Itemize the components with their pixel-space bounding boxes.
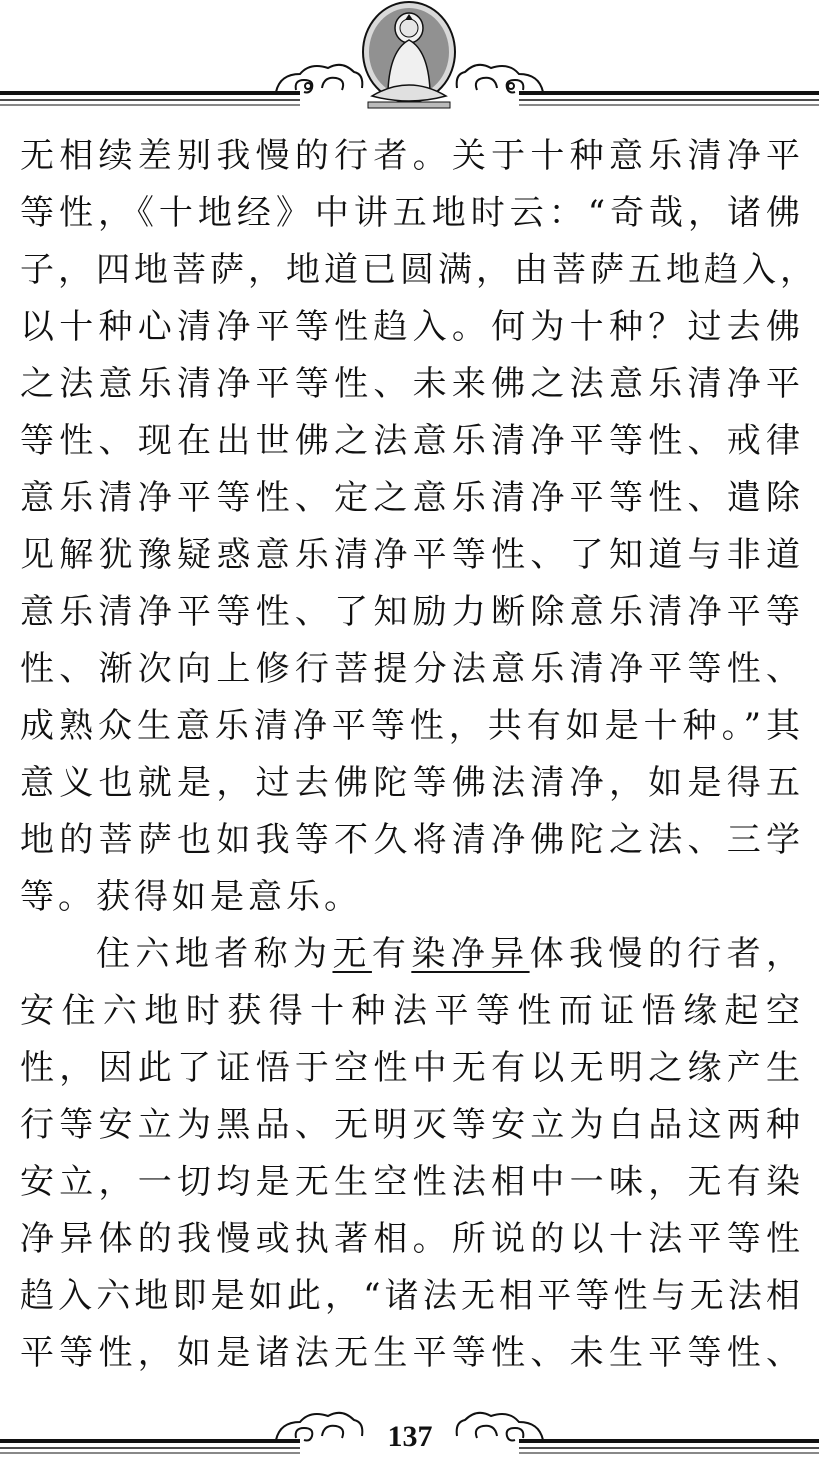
text-line: 行等安立为黑品、无明灭等安立为白品这两种 <box>20 1105 804 1145</box>
text-line: 地的菩萨也如我等不久将清净佛陀之法、三学 <box>20 820 804 860</box>
text-span: 有 <box>371 934 412 974</box>
text-line: 性，因此了证悟于空性中无有以无明之缘产生 <box>20 1048 804 1088</box>
text-line: 意乐清净平等性、了知励力断除意乐清净平等 <box>20 592 804 632</box>
text-span: 体我慢的行者， <box>529 934 805 974</box>
text-line: 平等性，如是诸法无生平等性、未生平等性、 <box>20 1333 804 1373</box>
header-rule-left <box>0 93 300 105</box>
footer-rule-right <box>519 1441 819 1453</box>
text-line: 以十种心清净平等性趋入。何为十种？过去佛 <box>20 307 804 347</box>
text-line: 之法意乐清净平等性、未来佛之法意乐清净平 <box>20 364 804 404</box>
footer-cloud-right-icon <box>457 1413 543 1441</box>
page-number: 137 <box>387 1420 433 1453</box>
text-line: 见解犹豫疑惑意乐清净平等性、了知道与非道 <box>20 535 804 575</box>
text-line: 等性、现在出世佛之法意乐清净平等性、戒律 <box>20 421 804 461</box>
text-line: 性、渐次向上修行菩提分法意乐清净平等性、 <box>20 649 804 689</box>
text-line: 净异体的我慢或执著相。所说的以十法平等性 <box>20 1219 804 1259</box>
text-line: 等。获得如是意乐。 <box>20 877 362 917</box>
text-line: 子，四地菩萨，地道已圆满，由菩萨五地趋入， <box>20 250 818 290</box>
text-span: 住六地者称为 <box>96 934 333 974</box>
text-line: 安立，一切均是无生空性法相中一味，无有染 <box>20 1162 804 1202</box>
text-line: 意义也就是，过去佛陀等佛法清净，如是得五 <box>20 763 804 803</box>
text-line: 成熟众生意乐清净平等性，共有如是十种。”其 <box>20 706 804 746</box>
text-line: 等性，《十地经》中讲五地时云：“奇哉，诸佛 <box>20 193 804 233</box>
header-rule-right <box>519 93 819 105</box>
cloud-scroll-left-icon <box>276 65 362 93</box>
paragraph-start-line <box>20 926 804 983</box>
footer-cloud-left-icon <box>276 1413 362 1441</box>
underlined-text: 无 <box>332 934 372 974</box>
body-text <box>20 128 818 1382</box>
underlined-text: 染净异 <box>411 934 530 974</box>
text-line: 安住六地时获得十种法平等性而证悟缘起空 <box>20 991 804 1031</box>
text-line: 意乐清净平等性、定之意乐清净平等性、遣除 <box>20 478 804 518</box>
text-line: 无相续差别我慢的行者。关于十种意乐清净平 <box>20 136 804 176</box>
text-line: 趋入六地即是如此，“诸法无相平等性与无法相 <box>20 1276 804 1316</box>
header-ornament <box>0 0 819 120</box>
footer-rule-left <box>0 1441 300 1453</box>
cloud-scroll-right-icon <box>457 65 543 93</box>
buddha-medallion-icon <box>363 2 455 108</box>
